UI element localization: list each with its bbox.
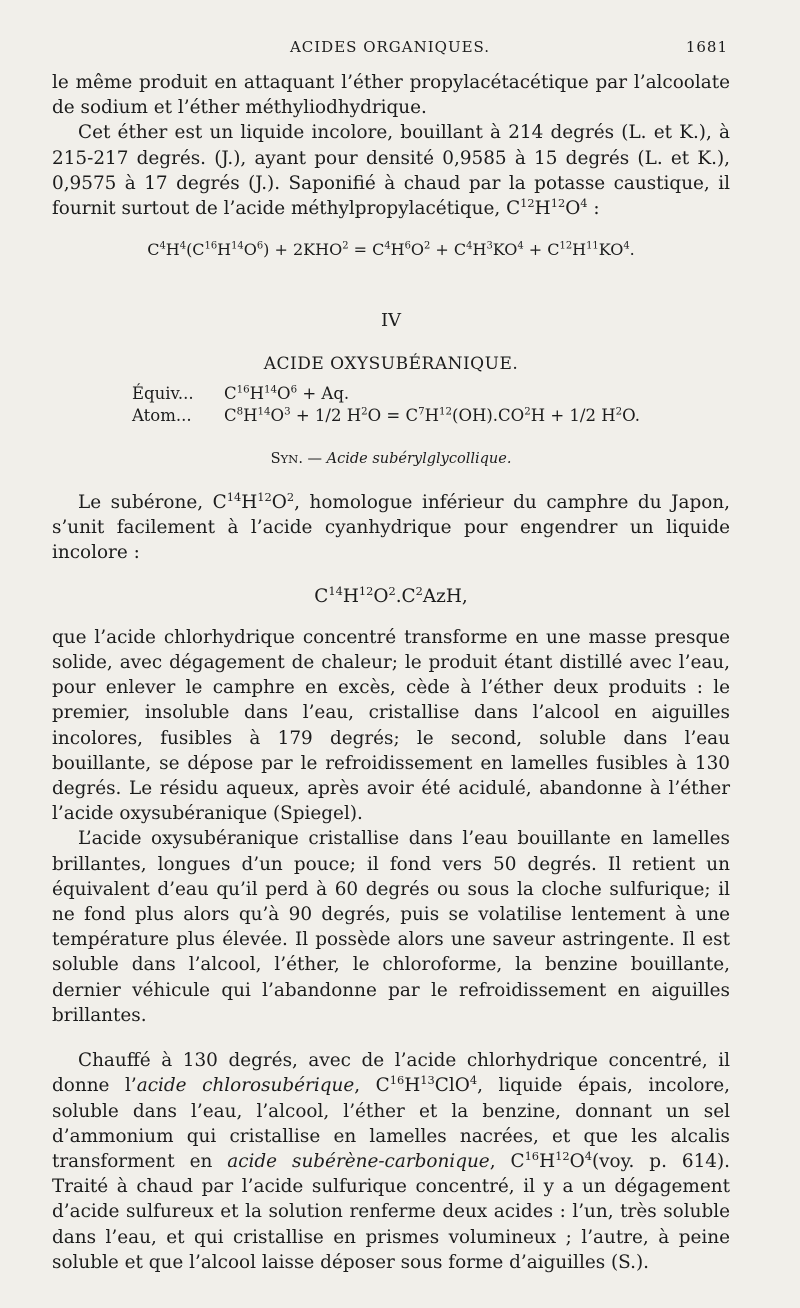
paragraph-6: Chauffé à 130 degrés, avec de l’acide chlorhydrique concentré, il donne l’acide chlorosubérique, $C^{16}H^{13}ClO^4$, liquide épais, incolore, soluble dans l’eau, l’alcool, l’éther et la benzine, donnant un sel d’ammonium qui cristallise en lamelles nacrées, et que les alcalis transforment en acide subérène-carbonique, $C^{16}H^{12}O^4(voy$. p. 614). Traité à chaud par l’acide sulfurique concentré, il y a un dégagement d’acide sulfureux et la solution renferme deux acides : l’un, très soluble dans l’eau, et qui cristallise en prismes volumineux ; l’autre, à peine soluble et que l’alcool laisse déposer sous forme d’aiguilles (S.). [52, 1050, 730, 1273]
paragraph-2: Cet éther est un liquide incolore, bouillant à 214 degrés (L. et K.), à 215-217 degrés. (J.), ayant pour densité 0,9585 à 15 degrés (L. et K.), 0,9575 à 17 degrés (J.). Saponifié à chaud par la potasse caustique, il fournit surtout de l’acide méthylpropylacétique, $C^{12}H^{12}O^4$ : [52, 122, 730, 220]
equiv-label: Équiv... [132, 383, 194, 403]
atom-formula: $C^8H^{14}O^3 + 1/2$ $H^2O = C^7H^{12}(OH).CO^2H + 1/2$ $H^2O$. [224, 405, 640, 425]
synonym-line: SYN. — Acide subérylglycollique. [270, 450, 512, 467]
section-heading: ACIDE OXYSUBÉRANIQUE. [263, 353, 519, 374]
equation-saponification: $C^4H^4(C^{16}H^{14}O^6) + 2KHO^2 = C^4H^6O^2 + C^4H^3KO^4 + C^{12}H^{11}KO^4$. [147, 240, 635, 260]
equiv-formula: $C^{16}H^{14}O^6 + Aq$. [224, 383, 350, 403]
header-title: ACIDES ORGANIQUES. [289, 38, 491, 56]
formula-table [132, 383, 730, 427]
text-body [52, 70, 730, 1275]
running-header [52, 38, 728, 68]
paragraph-gap [52, 1028, 730, 1048]
section-numeral: IV [380, 310, 402, 332]
paragraph-1: le même produit en attaquant l’éther propylacétacétique par l’alcoolate de sodium et l’éther méthyliodhydrique. [52, 72, 730, 119]
paragraph-3: Le subérone, $C^{14}H^{12}O^2$, homologue inférieur du camphre du Japon, s’unit facilement à l’acide cyanhydrique pour engendrer un liquide incolore : [52, 489, 730, 564]
atom-label: Atom... [132, 405, 192, 425]
paragraph-4: que l’acide chlorhydrique concentré transforme en une masse presque solide, avec dégagement de chaleur; le produit étant distillé avec l’eau, pour enlever le camphre en excès, cède à l’éther deux produits : le premier, insoluble dans l’eau, cristallise dans l’alcool en aiguilles incolores, fusibles à 179 degrés; le second, soluble dans l’eau bouillante, se dépose par le refroidissement en lamelles fusibles à 130 degrés. Le résidu aqueux, après avoir été acidulé, abandonne à l’éther l’acide oxysubéranique (Spiegel). [52, 626, 730, 825]
equiv-row [132, 383, 730, 405]
formula-center: $C^{14}H^{12}O^2.C^2AzH$, [314, 583, 468, 607]
page-number: 1681 [685, 38, 728, 56]
paragraph-5: L’acide oxysubéranique cristallise dans l’eau bouillante en lamelles brillantes, longues d’un pouce; il fond vers 50 degrés. Il retient un équivalent d’eau qu’il perd à 60 degrés ou sous la cloche sulfurique; il ne fond plus alors qu’à 90 degrés, puis se volatilise lentement à une température plus élevée. Il possède alors une saveur astringente. Il est soluble dans l’alcool, l’éther, le chloroforme, la benzine bouillante, dernier véhicule qui l’abandonne par le refroidissement en aiguilles brillantes. [52, 828, 730, 1026]
atom-row [132, 405, 730, 427]
